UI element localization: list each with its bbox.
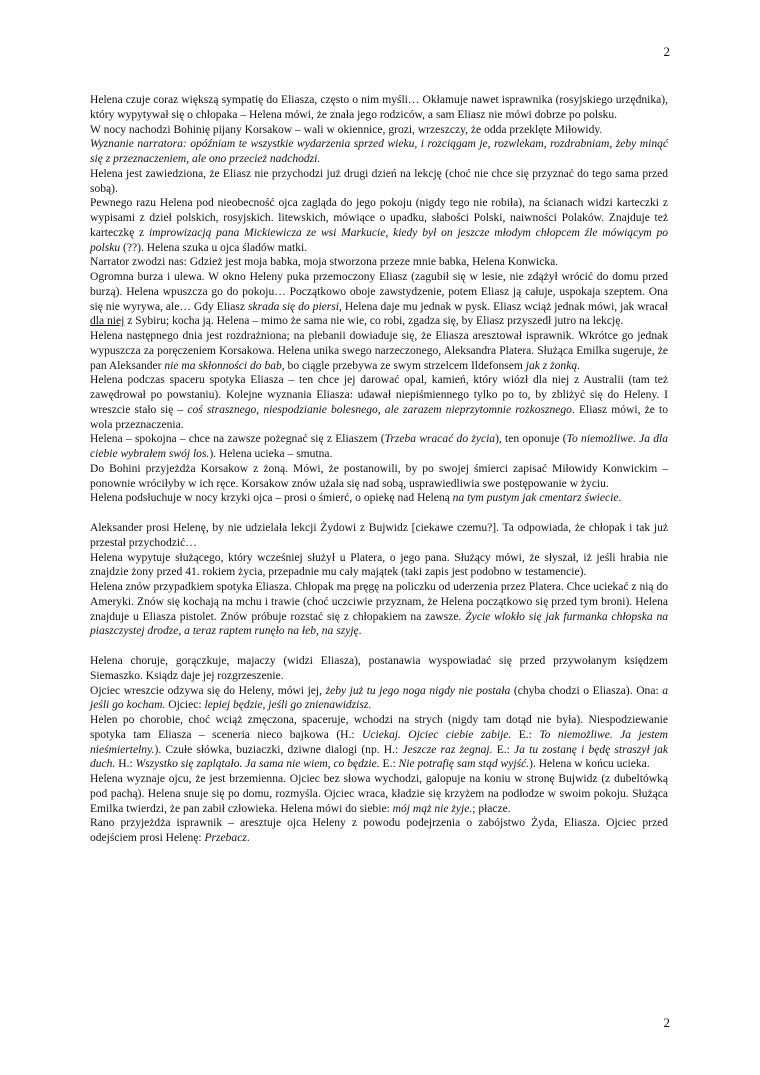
underlined-run: dla niej	[90, 315, 125, 328]
italic-run: żeby już tu jego noga nigdy nie postała	[325, 684, 511, 697]
text-run: Helena choruje, gorączkuje, majaczy (widzi Eliasza), postanawia wyspowiadać się przed przywołanym księdzem Siemaszko. Ksiądz daje jej rozgrzeszenie.	[90, 655, 668, 682]
italic-run: jak z żonką	[525, 359, 578, 372]
text-run: Rano przyjeżdża isprawnik – aresztuje ojca Heleny z powodu podejrzenia o zabójstwo Żyda, Eliasza. Ojciec przed odejściem prosi Helenę:	[90, 817, 668, 844]
text-run: Helena wypytuje służącego, który wcześniej służył u Platera, o jego pana. Służący mówi, że słyszał, iż jeśli hrabia nie znajdzie żony przed 41. rokiem życia, przepadnie mu cały majątek (taki zapis jest podobno w testamencie).	[90, 551, 668, 579]
paragraph-p16	[90, 654, 668, 684]
text-run: E.:	[511, 728, 540, 741]
text-run: E.:	[492, 743, 515, 756]
text-run: Helena jest zawiedziona, że Eliasz nie przychodzi już drugi dzień na lekcję (choć nie chce się przyznać do tego sama przed sobą).	[90, 167, 668, 195]
paragraph-p17	[90, 684, 668, 714]
text-run: ). Helena w końcu ucieka.	[529, 758, 650, 771]
text-run: z Sybiru; kocha ją. Helena – mimo że sama nie wie, co robi, zgadza się, by Eliasz przyszedł jutro na lekcję.	[124, 315, 624, 328]
paragraph-p08	[90, 329, 668, 373]
paragraph-p05	[90, 196, 668, 255]
text-run: , Helena daje mu jednak w pysk. Eliasz wciąż jednak mówi, jak wracał	[338, 300, 668, 313]
page-number-bottom: 2	[663, 1015, 670, 1030]
paragraph-p03	[90, 137, 668, 167]
text-run: W nocy nachodzi Bohinię pijany Korsakow – wali w okiennice, grozi, wrzeszczy, że odda przeklęte Miłowidy.	[90, 123, 603, 136]
italic-run: na tym pustym jak cmentarz świecie	[452, 492, 619, 505]
paragraph-p02	[90, 123, 668, 138]
paragraph-p19	[90, 772, 668, 816]
italic-run: Jeszcze raz żegnaj.	[402, 743, 493, 756]
text-run: Helena następnego dnia jest rozdrażniona; na plebanii dowiaduje się, że Eliasza aresztował isprawnik. Wkrótce go jednak wypuszcza za poręczeniem Korsakowa. Helena unika swego narzeczonego, Aleksandra Platera. Służąca Emilka sugeruje, że pan Aleksander	[90, 330, 668, 372]
italic-run: To niemożliwe. Ja dla ciebie wybrałem swój los.	[90, 433, 669, 460]
text-run: Helen po chorobie, choć wciąż zmęczona, spaceruje, wchodzi na strych (nigdy tam dotąd nie była). Niespodziewanie spotyka tam Eliasza – sceneria nieco bajkowa (H.:	[90, 714, 668, 741]
text-run: ). Helena ucieka – smutna.	[209, 448, 333, 460]
page-number-top: 2	[663, 44, 670, 59]
text-run: Aleksander prosi Helenę, by nie udzielała lekcji Żydowi z Bujwidz [ciekawe czemu?]. Ta odpowiada, że chłopak i tak już przestał przychodzić…	[90, 522, 668, 549]
italic-run: mój mąż nie żyje.	[392, 802, 473, 815]
text-run: Helena – spokojna – chce na zawsze pożegnać się z Eliaszem (	[90, 433, 385, 446]
text-run: ). Czułe słówka, buziaczki, dziwne dialogi (np. H.:	[154, 743, 403, 756]
paragraph-p15	[90, 580, 668, 639]
italic-run: Przebacz	[204, 832, 247, 844]
paragraph-p01	[90, 93, 668, 123]
text-run: .	[246, 832, 250, 844]
text-run: .	[358, 625, 362, 638]
paragraph-p07	[90, 270, 668, 329]
text-run: Helena wyznaje ojcu, że jest brzemienna. Ojciec bez słowa wychodzi, galopuje na koniu w stronę Bujwidz (z dubeltówką pod pachą). Helena snuje się po domu, rozmyśla. Ojciec wraca, kładzie się krzyżem na podłodze w swoim pokoju. Służąca Emilka twierdzi, że pan zabił człowieka. Helena mówi do siebie:	[90, 773, 668, 815]
text-run: Helena podsłuchuje w nocy krzyki ojca – prosi o śmierć, o opiekę nad Heleną	[90, 492, 453, 505]
text-run: , bo ciągle przebywa ze swym strzelcem Ildefonsem	[281, 359, 526, 372]
text-run: E.:	[379, 758, 399, 771]
paragraph-p06	[90, 255, 668, 270]
text-run: ), ten oponuje (	[495, 433, 567, 446]
document-body	[90, 93, 668, 846]
text-run: (??). Helena szuka u ojca śladów matki.	[120, 241, 308, 254]
text-run: H.:	[115, 758, 136, 771]
paragraph-p20	[90, 816, 668, 846]
italic-run: To niemożliwe. Ja jestem nieśmiertelny.	[90, 728, 668, 756]
text-run: Ojciec wreszcie odzywa się do Heleny, mówi jej,	[90, 684, 326, 697]
italic-run: lepiej będzie, jeśli go znienawidzisz	[204, 699, 369, 712]
text-run: Narrator zwodzi nas: Gdzież jest moja babka, moja stworzona przeze mnie babka, Helena Konwicka.	[90, 256, 559, 269]
italic-run: Uciekaj. Ojciec ciebie zabije.	[362, 728, 512, 741]
paragraph-p10	[90, 432, 668, 462]
italic-run: nie ma skłonności do bab	[164, 359, 282, 372]
italic-run: improwizacją pana Mickiewicza ze wsi Markucie, kiedy był on jeszcze młodym chłopcem źle mówiącym po polsku	[90, 226, 669, 254]
paragraph-p04	[90, 167, 668, 197]
paragraph-gap	[90, 506, 668, 521]
text-run: Helena znów przypadkiem spotyka Eliasza. Chłopak ma pręgę na policzku od uderzenia przez Platera. Chce uciekać z nią do Ameryki. Znów się kochają na mchu i trawie (choć uczciwie przyznam, że Helena początkowo się przed tym broni). Helena znajduje u Eliasza pistolet. Znów próbuje rozstać się z chłopakiem na zawsze.	[90, 581, 668, 623]
paragraph-p12	[90, 491, 668, 506]
italic-run: Ja tu zostanę i będę straszył jak duch.	[90, 743, 669, 771]
text-run: Helena podczas spaceru spotyka Eliasza – ten chce jej darować opal, kamień, który wiózł dla niej z Australii (tam też zawędrował po powstaniu). Kolejne wyznania Eliasza: udawał niepiśmiennego tylko po to, by zbliżyć się do Heleny. I wreszcie stało się –	[90, 374, 668, 416]
text-run: (chyba chodzi o Eliasza). Ona:	[510, 684, 663, 697]
paragraph-p09	[90, 373, 668, 432]
paragraph-gap	[90, 639, 668, 654]
italic-run: coś strasznego, niespodzianie bolesnego, ale zarazem nieprzytomnie rozkosznego	[187, 403, 572, 416]
text-run: .	[368, 699, 372, 712]
paragraph-p11	[90, 462, 668, 492]
text-run: .	[577, 359, 580, 372]
italic-run: Życie wlokło się jak furmanka chłopska na piaszczystej drodze, a teraz raptem runęło na łeb, na szyję	[90, 610, 668, 638]
italic-run: Nie potrafię sam stąd wyjść.	[398, 758, 530, 771]
text-run: Helena czuje coraz większą sympatię do Eliasza, często o nim myśli… Okłamuje nawet isprawnika (rosyjskiego urzędnika), który wypytywał się o chłopaka – Helena mówi, że znała jego rodziców, a sam Eliasz nie mówi dobrze po polsku.	[90, 94, 668, 121]
paragraph-p13	[90, 521, 668, 551]
text-run: Do Bohini przyjeżdża Korsakow z żoną. Mówi, że postanowili, by po swojej śmierci zapisać Miłowidy Konwickim – ponownie wróciłyby w ich ręce. Korsakow znów użala się nad sobą, usprawiedliwia swe postępowanie w życiu.	[90, 462, 668, 490]
text-run: Pewnego razu Helena pod nieobecność ojca zagląda do jego pokoju (nigdy tego nie robiła), na ścianach widzi karteczki z wypisami z dzieł polskich, rosyjskich. litewskich, mówiące o upadku, słabości Polski, naiwności Polaków. Znajduje też karteczkę z	[90, 197, 668, 239]
italic-run: Wyznanie narratora: opóźniam te wszystkie wydarzenia sprzed wieku, i rozciągam je, rozwlekam, rozdrabniam, żeby minąć się z przeznaczeniem, ale ono przecież nadchodzi.	[90, 138, 668, 165]
paragraph-p18	[90, 713, 668, 772]
text-run: . Eliasz mówi, że to wola przeznaczenia.	[90, 403, 669, 431]
italic-run: Trzeba wracać do życia	[384, 433, 496, 446]
italic-run: skrada się do piersi	[247, 300, 339, 313]
text-run: ; płacze.	[472, 802, 511, 815]
italic-run: Wszystko się zaplątało. Ja sama nie wiem, co będzie.	[135, 758, 380, 771]
text-run: .	[618, 492, 622, 505]
text-run: Ogromna burza i ulewa. W okno Heleny puka przemoczony Eliasz (zagubił się w lesie, nie zdążył wrócić do domu przed burzą). Helena wpuszcza go do pokoju… Początkowo oboje zawstydzenie, potem Eliasz ją całuje, uspokaja szeptem. Ona się nie wyrywa, ale… Gdy Eliasz	[90, 271, 668, 313]
text-run: Ojciec:	[165, 699, 205, 712]
italic-run: a jeśli go kocham.	[90, 684, 669, 712]
paragraph-p14	[90, 551, 668, 581]
